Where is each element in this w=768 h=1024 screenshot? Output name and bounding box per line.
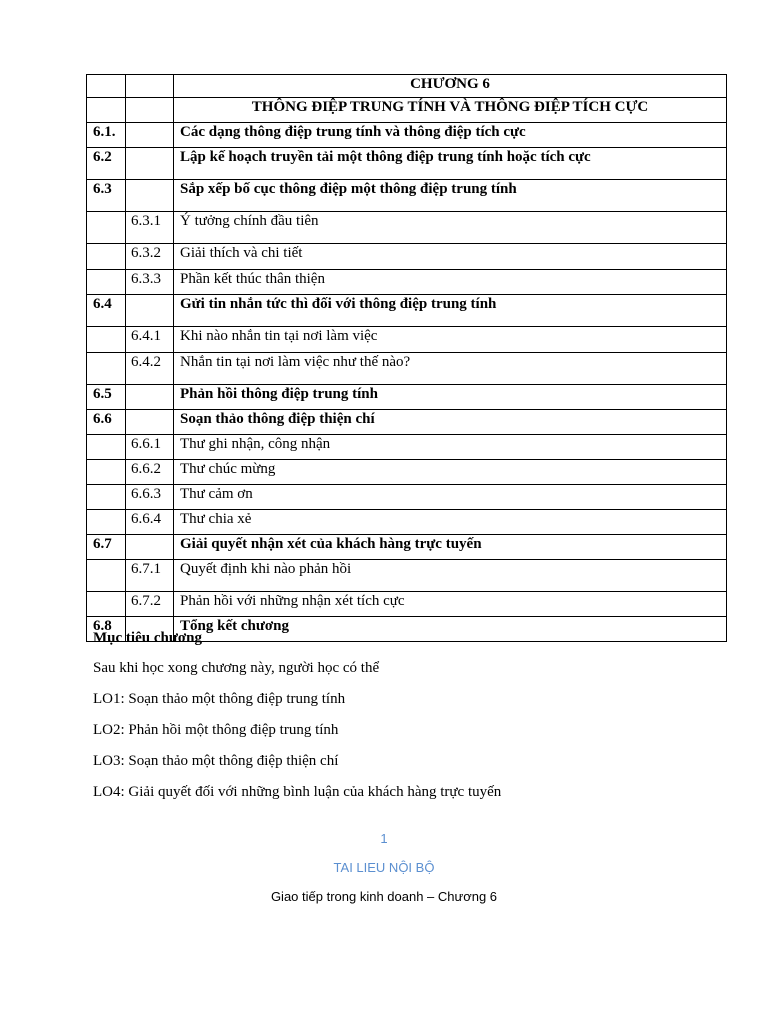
section-number: 6.5 [87,385,126,410]
section-number [87,510,126,535]
section-number: 6.2 [87,148,126,180]
toc-row [87,410,727,435]
subsection-number [126,295,174,327]
section-number: 6.4 [87,295,126,327]
section-title: Quyết định khi nào phản hồi [174,560,727,592]
subsection-number: 6.6.1 [126,435,174,460]
subsection-number [126,535,174,560]
section-number: 6.6 [87,410,126,435]
toc-row [87,295,727,327]
section-number: 6.1. [87,123,126,148]
chapter-label: CHƯƠNG 6 [174,75,727,98]
section-title: Phản hồi với những nhận xét tích cực [174,592,727,617]
subsection-number [126,123,174,148]
toc-row [87,270,727,295]
empty-cell [87,98,126,123]
section-number [87,560,126,592]
section-title: Phần kết thúc thân thiện [174,270,727,295]
objective-item: LO2: Phản hồi một thông điệp trung tính [93,722,339,738]
section-title: Giải quyết nhận xét của khách hàng trực tuyến [174,535,727,560]
section-number [87,485,126,510]
section-number [87,353,126,385]
course-title: Giao tiếp trong kinh doanh – Chương 6 [270,889,498,904]
page-number: 1 [380,831,388,846]
section-title: Thư cảm ơn [174,485,727,510]
section-number: 6.7 [87,535,126,560]
toc-row [87,244,727,270]
section-title: Giải thích và chi tiết [174,244,727,270]
section-title: Tổng kết chương [174,617,727,642]
toc-row [87,510,727,535]
empty-cell [126,98,174,123]
subsection-number [126,385,174,410]
subsection-number: 6.4.1 [126,327,174,353]
toc-row [87,327,727,353]
section-number [87,592,126,617]
section-title: Ý tưởng chính đầu tiên [174,212,727,244]
chapter-objectives [93,628,713,813]
subsection-number: 6.7.2 [126,592,174,617]
chapter-title-row [87,98,727,123]
toc-row [87,560,727,592]
toc-row [87,592,727,617]
subsection-number: 6.6.2 [126,460,174,485]
section-number [87,270,126,295]
section-title: Phản hồi thông điệp trung tính [174,385,727,410]
chapter-contents-table [86,74,727,642]
empty-cell [126,75,174,98]
subsection-number [126,180,174,212]
objective-item: LO1: Soạn thảo một thông điệp trung tính [93,691,346,707]
subsection-number: 6.3.1 [126,212,174,244]
toc-row [87,535,727,560]
subsection-number: 6.4.2 [126,353,174,385]
toc-row [87,485,727,510]
section-title: Gửi tin nhắn tức thì đối với thông điệp trung tính [174,295,727,327]
toc-row [87,435,727,460]
subsection-number: 6.3.3 [126,270,174,295]
section-number: 6.8 [87,617,126,642]
objectives-heading: Mục tiêu chương [93,630,202,646]
objective-item: LO4: Giải quyết đối với những bình luận của khách hàng trực tuyến [93,784,502,800]
objectives-intro: Sau khi học xong chương này, người học có thể [93,660,380,676]
section-title: Thư chia xẻ [174,510,727,535]
subsection-number: 6.7.1 [126,560,174,592]
toc-row [87,353,727,385]
section-title: Lập kế hoạch truyền tải một thông điệp trung tính hoặc tích cực [174,148,727,180]
chapter-label-row [87,75,727,98]
toc-row [87,460,727,485]
section-title: Các dạng thông điệp trung tính và thông điệp tích cực [174,123,727,148]
subsection-number [126,410,174,435]
toc-row [87,180,727,212]
section-title: Khi nào nhắn tin tại nơi làm việc [174,327,727,353]
section-title: Soạn thảo thông điệp thiện chí [174,410,727,435]
section-number [87,435,126,460]
empty-cell [87,75,126,98]
section-number [87,212,126,244]
section-title: Sắp xếp bố cục thông điệp một thông điệp trung tính [174,180,727,212]
section-number [87,244,126,270]
toc-row [87,148,727,180]
chapter-title: THÔNG ĐIỆP TRUNG TÍNH VÀ THÔNG ĐIỆP TÍCH CỰC [174,98,727,123]
toc-body [87,75,727,642]
internal-document-label: TAI LIEU NỘI BỘ [333,860,435,875]
section-title: Nhắn tin tại nơi làm việc như thế nào? [174,353,727,385]
subsection-number: 6.6.4 [126,510,174,535]
section-number [87,327,126,353]
subsection-number [126,148,174,180]
section-number: 6.3 [87,180,126,212]
subsection-number: 6.6.3 [126,485,174,510]
subsection-number: 6.3.2 [126,244,174,270]
toc-row [87,212,727,244]
toc-row [87,123,727,148]
section-title: Thư ghi nhận, công nhận [174,435,727,460]
objective-item: LO3: Soạn thảo một thông điệp thiện chí [93,753,339,769]
toc-row [87,385,727,410]
section-title: Thư chúc mừng [174,460,727,485]
section-number [87,460,126,485]
